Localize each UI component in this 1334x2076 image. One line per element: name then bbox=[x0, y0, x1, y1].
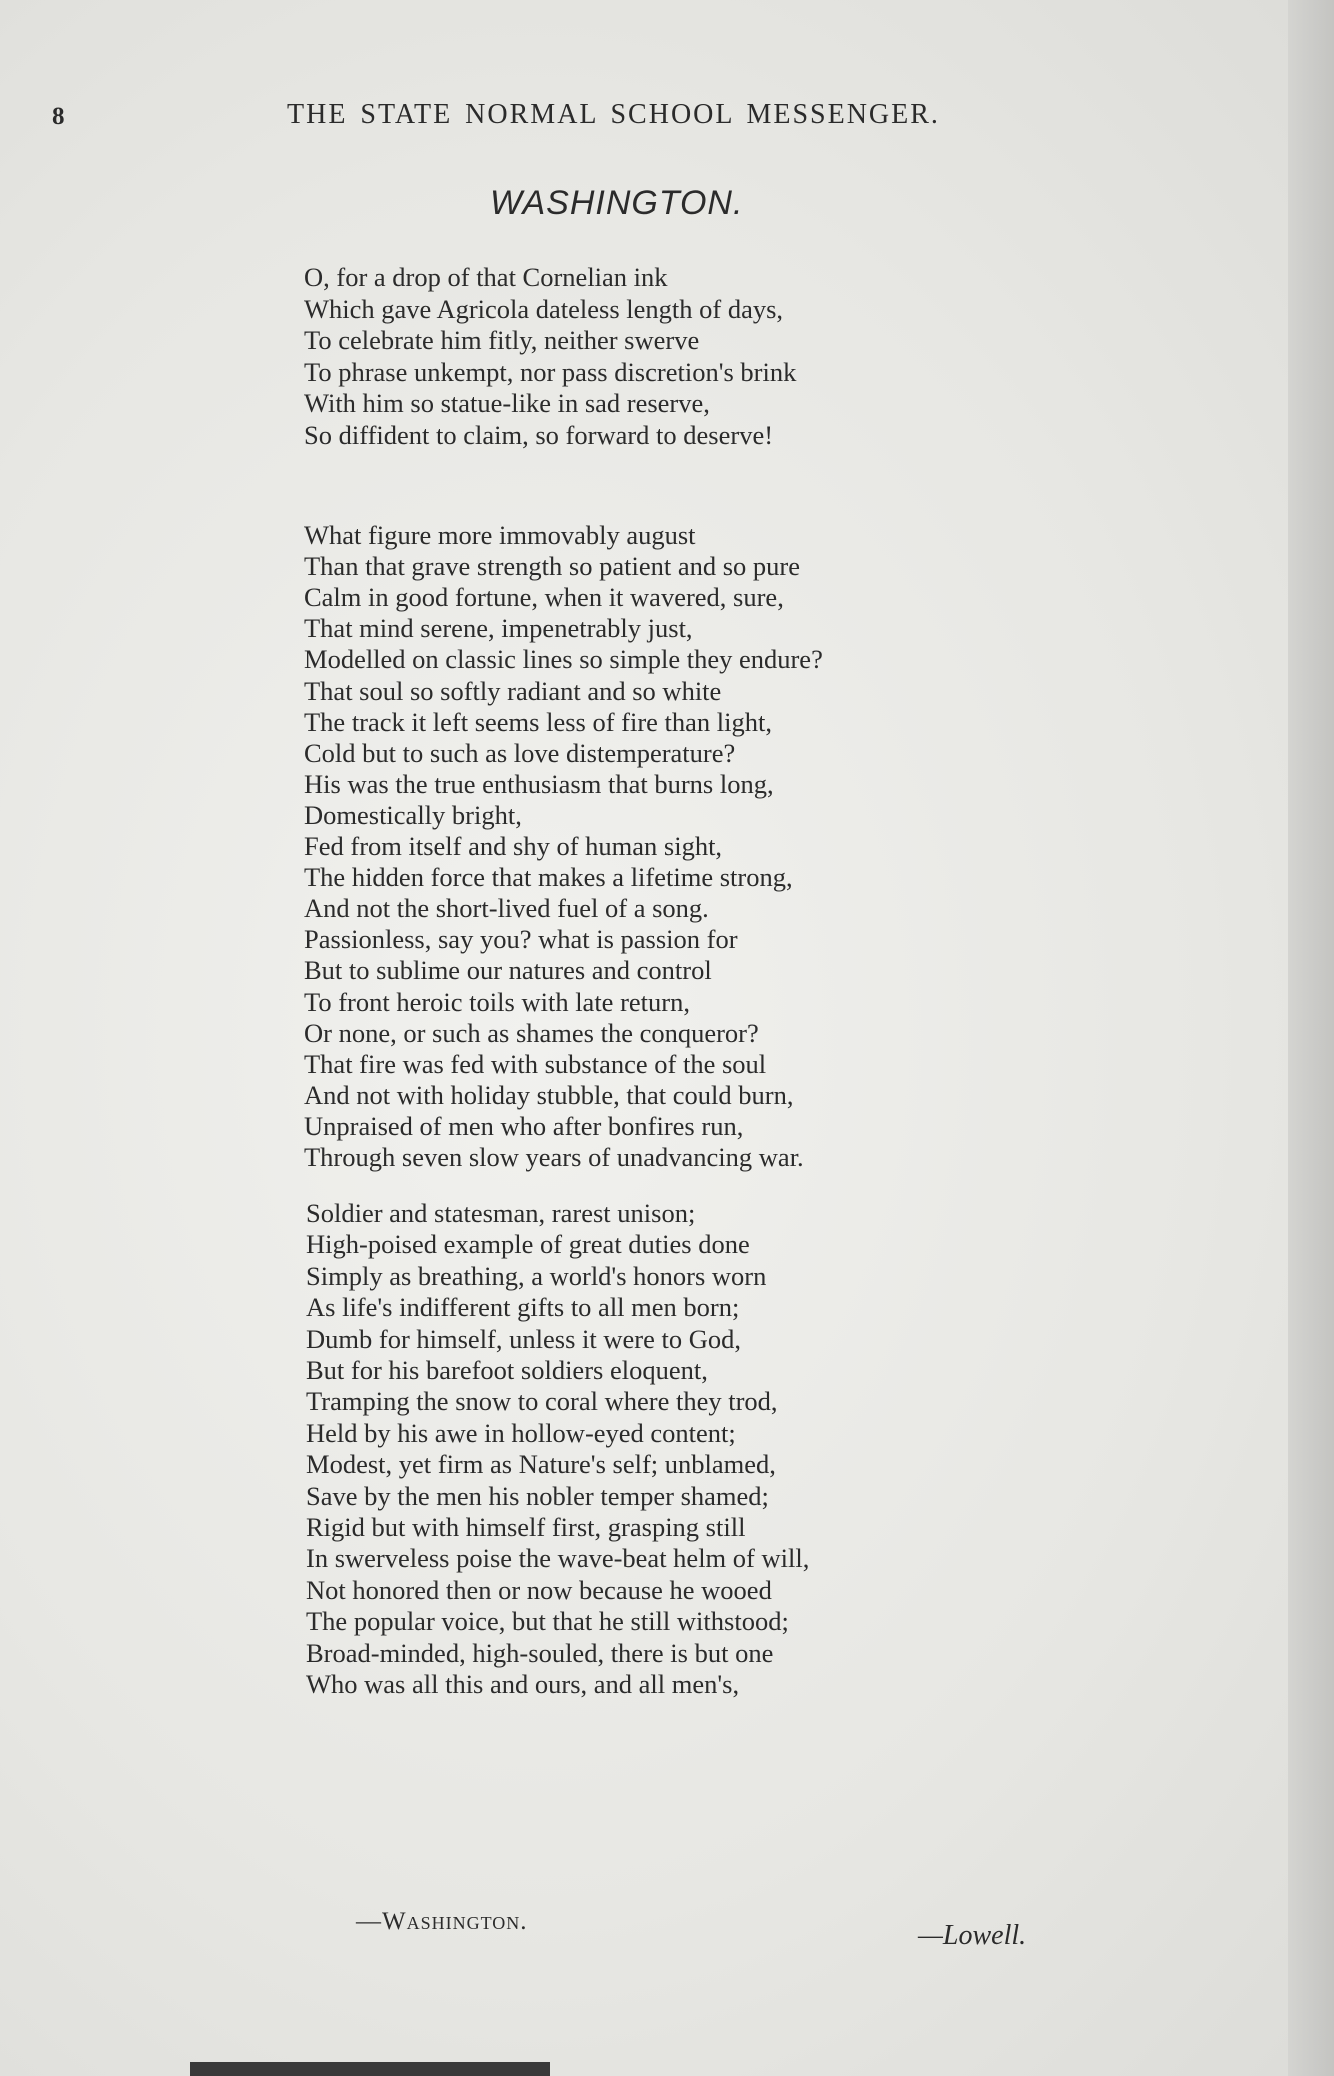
poem-line: What figure more immovably august bbox=[304, 520, 696, 550]
poem-line: To celebrate him fitly, neither swerve bbox=[304, 325, 700, 356]
poem-line: Held by his awe in hollow-eyed content; bbox=[306, 1417, 736, 1448]
poem-line: Or none, or such as shames the conqueror? bbox=[304, 1017, 759, 1048]
poem-signature: —Washington. bbox=[356, 1908, 528, 1935]
poem-line: O, for a drop of that Cornelian ink bbox=[304, 262, 668, 292]
poem-line: To front heroic toils with late return, bbox=[304, 986, 690, 1017]
page-number: 8 bbox=[52, 103, 65, 130]
poem-line: The popular voice, but that he still withstood; bbox=[306, 1606, 789, 1637]
poem-line: And not the short-lived fuel of a song. bbox=[304, 893, 709, 924]
poem-line: So diffident to claim, so forward to deserve! bbox=[304, 420, 774, 450]
poem-line: High-poised example of great duties done bbox=[306, 1229, 750, 1260]
poem-line: Fed from itself and shy of human sight, bbox=[304, 831, 723, 861]
poem-line: Which gave Agricola dateless length of days, bbox=[304, 293, 784, 324]
poem-line: That fire was fed with substance of the soul bbox=[304, 1048, 767, 1079]
poem-line: Tramping the snow to coral where they trod, bbox=[306, 1386, 778, 1417]
page-edge-shadow bbox=[1288, 0, 1334, 2076]
running-header: THE STATE NORMAL SCHOOL MESSENGER. bbox=[287, 99, 940, 130]
poem-line: Cold but to such as love distemperature? bbox=[304, 737, 736, 768]
poem-line: That mind serene, impenetrably just, bbox=[304, 613, 693, 644]
poem-line: And not with holiday stubble, that could burn, bbox=[304, 1079, 794, 1110]
poem-line: Through seven slow years of unadvancing war. bbox=[304, 1142, 804, 1172]
poem-line: Calm in good fortune, when it wavered, sure, bbox=[304, 582, 784, 613]
bottom-rule bbox=[190, 2062, 550, 2076]
poem-line: To phrase unkempt, nor pass discretion's brink bbox=[304, 356, 797, 387]
poem-line: Who was all this and ours, and all men's, bbox=[306, 1669, 740, 1699]
poem-line: In swerveless poise the wave-beat helm of will, bbox=[306, 1543, 810, 1574]
poem-line: Broad-minded, high-souled, there is but one bbox=[306, 1637, 774, 1668]
poem-line: The hidden force that makes a lifetime strong, bbox=[304, 862, 793, 893]
poem-line: Modelled on classic lines so simple they endure? bbox=[304, 644, 823, 675]
poem-line: Unpraised of men who after bonfires run, bbox=[304, 1110, 744, 1141]
poem-line: The track it left seems less of fire than light, bbox=[304, 706, 773, 737]
poem-line: As life's indifferent gifts to all men born; bbox=[306, 1292, 740, 1323]
poem-line: Than that grave strength so patient and so pure bbox=[304, 551, 800, 582]
poem-title: WASHINGTON. bbox=[490, 184, 744, 222]
poem-line: With him so statue-like in sad reserve, bbox=[304, 388, 710, 419]
poem-line: Dumb for himself, unless it were to God, bbox=[306, 1323, 741, 1354]
poem-line: Not honored then or now because he wooed bbox=[306, 1574, 772, 1605]
poem-line: Simply as breathing, a world's honors worn bbox=[306, 1260, 767, 1291]
poem-line: Modest, yet firm as Nature's self; unblamed, bbox=[306, 1449, 776, 1480]
poem-line: But for his barefoot soldiers eloquent, bbox=[306, 1355, 708, 1385]
poem-line: His was the true enthusiasm that burns long, bbox=[304, 768, 774, 799]
poem-line: Save by the men his nobler temper shamed; bbox=[306, 1480, 769, 1511]
poem-line: But to sublime our natures and control bbox=[304, 955, 712, 986]
poem-author: —Lowell. bbox=[918, 1920, 1027, 1951]
poem-line: Domestically bright, bbox=[304, 799, 522, 830]
poem-line: Rigid but with himself first, grasping still bbox=[306, 1512, 746, 1542]
poem-line: Soldier and statesman, rarest unison; bbox=[306, 1198, 696, 1228]
poem-line: Passionless, say you? what is passion for bbox=[304, 924, 738, 955]
poem-line: That soul so softly radiant and so white bbox=[304, 675, 722, 706]
